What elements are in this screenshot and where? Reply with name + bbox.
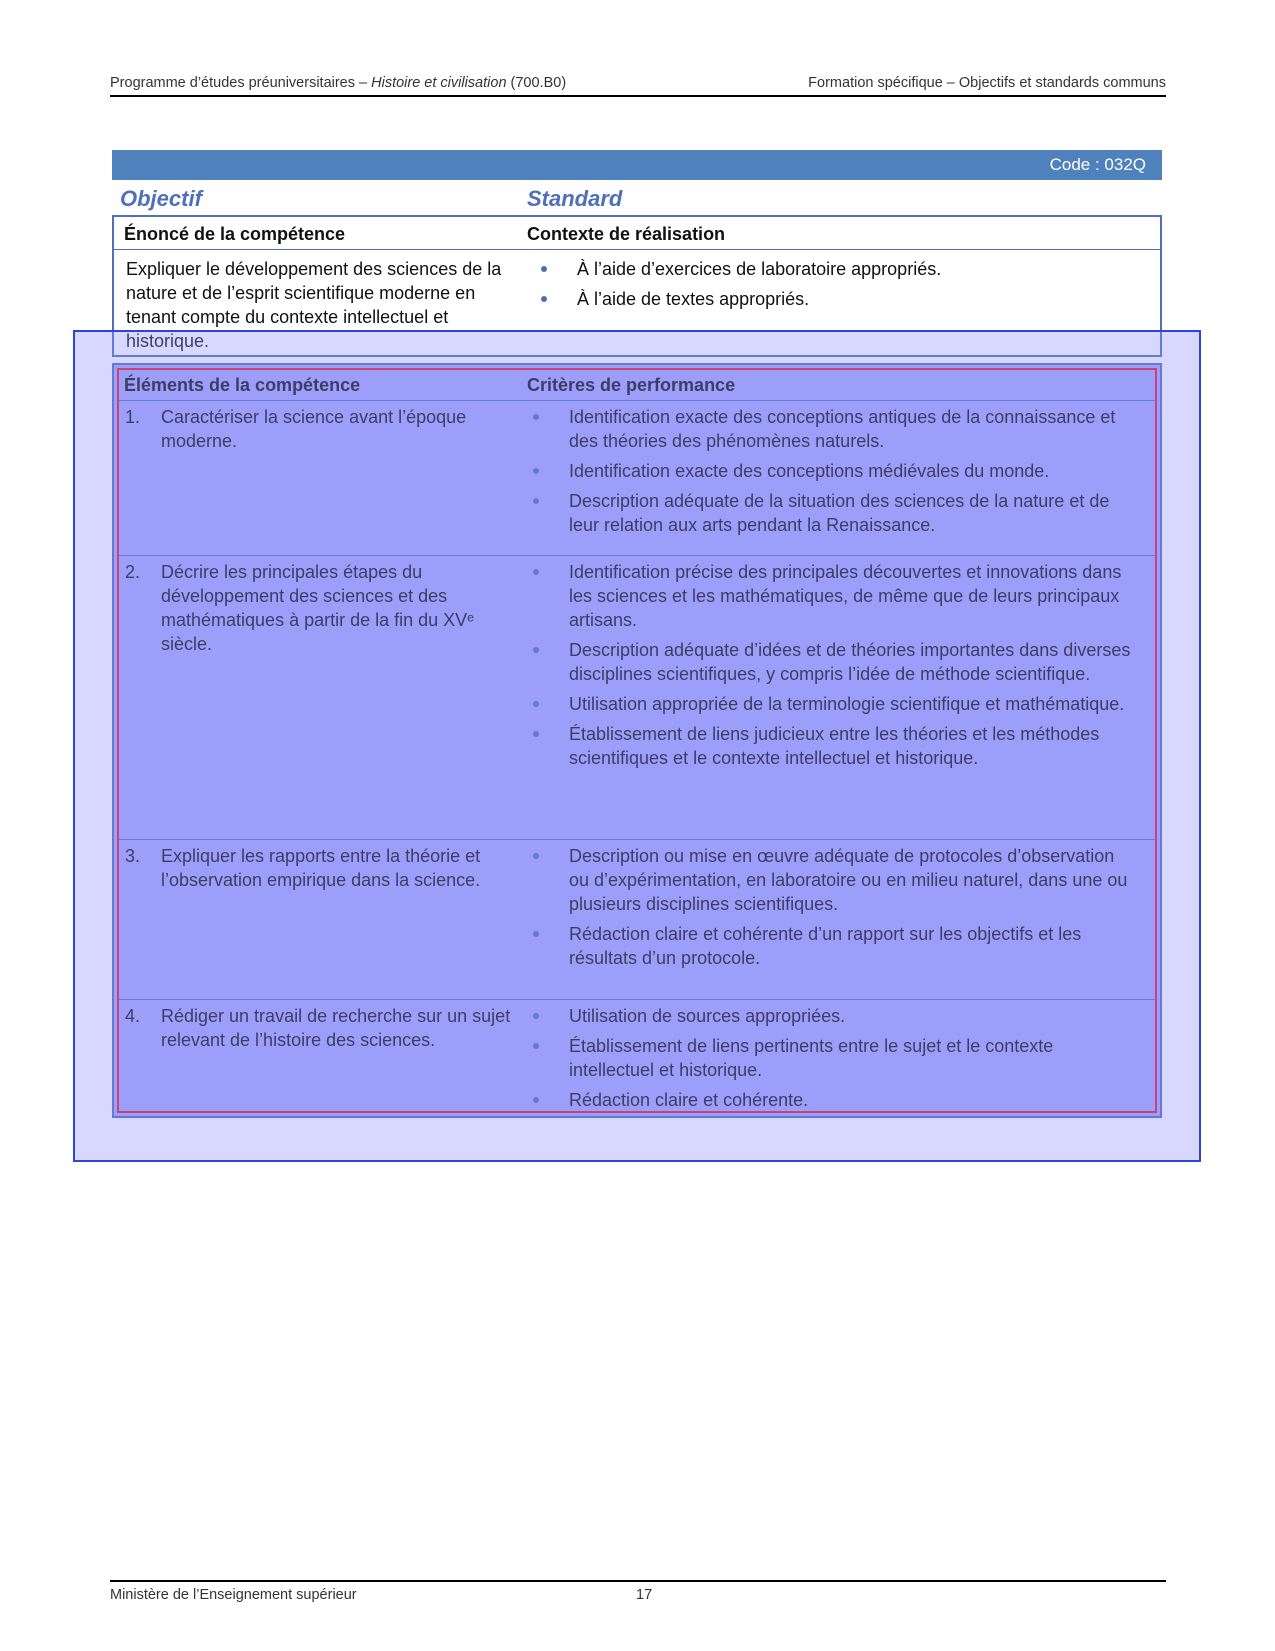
element-row-1: [119, 401, 1155, 556]
competence-headline: [114, 217, 1160, 250]
criterion-item: Identification précise des principales découvertes et innovations dans les sciences et les mathématiques, de même que de leurs principaux artisans.: [531, 560, 1136, 632]
code-bar: [112, 150, 1162, 180]
page-header: [110, 74, 1166, 92]
element-row-2: [119, 556, 1155, 840]
criterion-item: Description adéquate d’idées et de théories importantes dans diverses disciplines scientifiques, y compris l’idée de méthode scientifique.: [531, 638, 1136, 686]
competence-statement: Expliquer le développement des sciences de la nature et de l’esprit scientifique moderne en tenant compte du contexte intellectuel et historique.: [126, 259, 502, 351]
header-program: Programme d’études préuniversitaires – Histoire et civilisation (700.B0): [110, 75, 567, 91]
context-item: À l’aide de textes appropriés.: [539, 287, 1139, 311]
criterion-item: Description adéquate de la situation des sciences de la nature et de leur relation aux arts pendant la Renaissance.: [531, 489, 1136, 537]
criterion-item: Établissement de liens pertinents entre le sujet et le contexte intellectuel et historique.: [531, 1034, 1136, 1082]
context-list: [539, 257, 1139, 317]
criteria-list: [531, 560, 1136, 776]
element-text: Caractériser la science avant l’époque moderne.: [161, 407, 467, 451]
criterion-item: Utilisation de sources appropriées.: [531, 1004, 1136, 1028]
criterion-item: Identification exacte des conceptions antiques de la connaissance et des théories des phénomènes naturels.: [531, 405, 1136, 453]
page-footer: [110, 1587, 670, 1603]
competence-box: [112, 215, 1162, 357]
element-row-4: [119, 1000, 1155, 1110]
criteria-list: [531, 1004, 1136, 1118]
context-item: À l’aide d’exercices de laboratoire appropriés.: [539, 257, 1139, 281]
criteria-heading: Critères de performance: [527, 375, 736, 395]
header-section: Formation spécifique – Objectifs et standards communs: [808, 75, 1166, 91]
element-number: 3.: [125, 846, 141, 866]
criteria-list: [531, 405, 1136, 543]
criterion-item: Utilisation appropriée de la terminologie scientifique et mathématique.: [531, 692, 1136, 716]
elements-box: [112, 363, 1162, 1118]
objectif-title: Objectif: [120, 186, 202, 211]
element-number: 2.: [125, 562, 141, 582]
element-number: 1.: [125, 407, 141, 427]
element-text: Décrire les principales étapes du développement des sciences et des mathématiques à partir de la fin du XVᵉ siècle.: [161, 562, 474, 654]
criteria-list: [531, 844, 1136, 976]
elements-headline: [119, 370, 1155, 401]
criterion-item: Rédaction claire et cohérente d’un rapport sur les objectifs et les résultats d’un protocole.: [531, 922, 1136, 970]
element-row-3: [119, 840, 1155, 1000]
elements-heading: Éléments de la compétence: [124, 375, 361, 395]
element-text: Rédiger un travail de recherche sur un sujet relevant de l’histoire des sciences.: [161, 1006, 511, 1050]
footer-divider: [110, 1580, 1166, 1582]
element-number: 4.: [125, 1006, 141, 1026]
context-heading: Contexte de réalisation: [527, 224, 726, 244]
criterion-item: Rédaction claire et cohérente.: [531, 1088, 1136, 1112]
footer-ministry: Ministère de l’Enseignement supérieur: [110, 1587, 357, 1603]
page-number: 17: [636, 1587, 653, 1603]
criterion-item: Établissement de liens judicieux entre les théories et les méthodes scientifiques et le contexte intellectuel et historique.: [531, 722, 1136, 770]
standard-title: Standard: [527, 186, 623, 211]
header-divider: [110, 95, 1166, 97]
criterion-item: Identification exacte des conceptions médiévales du monde.: [531, 459, 1136, 483]
elements-table: [117, 368, 1157, 1113]
element-text: Expliquer les rapports entre la théorie et l’observation empirique dans la science.: [161, 846, 481, 890]
statement-heading: Énoncé de la compétence: [124, 224, 346, 244]
course-code: Code : 032Q: [1049, 155, 1146, 174]
criterion-item: Description ou mise en œuvre adéquate de protocoles d’observation ou d’expérimentation, en laboratoire ou en milieu naturel, dans une ou plusieurs disciplines scientifiques.: [531, 844, 1136, 916]
